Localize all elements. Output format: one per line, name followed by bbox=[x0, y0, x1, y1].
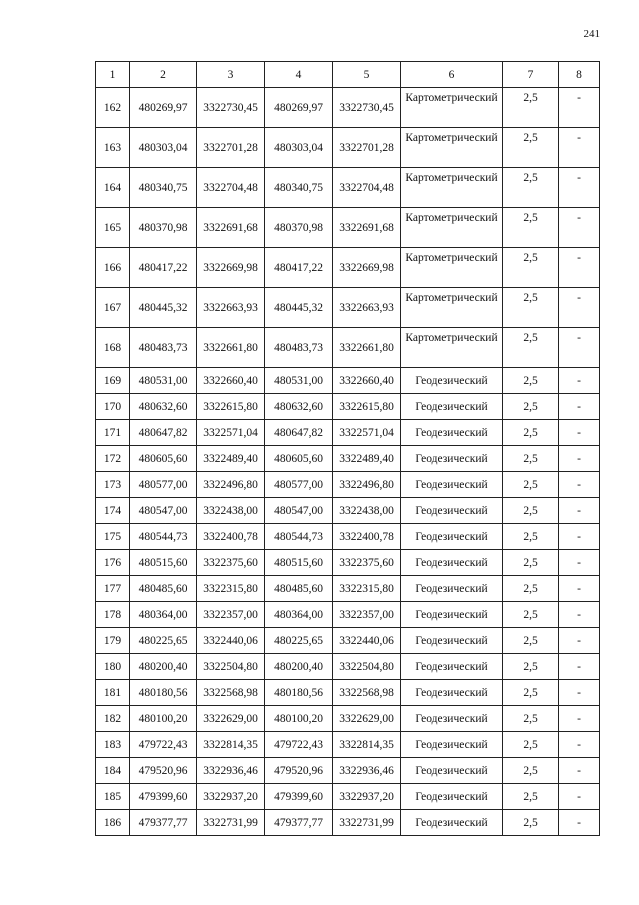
y-coordinate-new-cell: 3322731,99 bbox=[333, 810, 401, 836]
coordinates-table bbox=[95, 61, 600, 836]
point-number-cell: 186 bbox=[96, 810, 130, 836]
method-cell: Картометрический bbox=[401, 208, 503, 248]
x-coordinate-new-cell: 480417,22 bbox=[265, 248, 333, 288]
point-number-cell: 180 bbox=[96, 654, 130, 680]
note-cell: - bbox=[559, 328, 600, 368]
x-coordinate-new-cell: 480577,00 bbox=[265, 472, 333, 498]
y-coordinate-new-cell: 3322936,46 bbox=[333, 758, 401, 784]
accuracy-cell: 2,5 bbox=[503, 628, 559, 654]
point-number-cell: 163 bbox=[96, 128, 130, 168]
x-coordinate-new-cell: 480445,32 bbox=[265, 288, 333, 328]
table-row bbox=[96, 446, 600, 472]
table-row bbox=[96, 208, 600, 248]
y-coordinate-new-cell: 3322440,06 bbox=[333, 628, 401, 654]
x-coordinate-cell: 480605,60 bbox=[130, 446, 197, 472]
note-cell: - bbox=[559, 208, 600, 248]
x-coordinate-new-cell: 480531,00 bbox=[265, 368, 333, 394]
x-coordinate-new-cell: 480269,97 bbox=[265, 88, 333, 128]
table-row bbox=[96, 248, 600, 288]
point-number-cell: 170 bbox=[96, 394, 130, 420]
y-coordinate-cell: 3322438,00 bbox=[197, 498, 265, 524]
note-cell: - bbox=[559, 628, 600, 654]
x-coordinate-new-cell: 480544,73 bbox=[265, 524, 333, 550]
y-coordinate-new-cell: 3322375,60 bbox=[333, 550, 401, 576]
note-cell: - bbox=[559, 576, 600, 602]
method-cell: Геодезический bbox=[401, 758, 503, 784]
accuracy-cell: 2,5 bbox=[503, 368, 559, 394]
point-number-cell: 184 bbox=[96, 758, 130, 784]
x-coordinate-cell: 480269,97 bbox=[130, 88, 197, 128]
method-cell: Геодезический bbox=[401, 550, 503, 576]
y-coordinate-cell: 3322661,80 bbox=[197, 328, 265, 368]
y-coordinate-new-cell: 3322400,78 bbox=[333, 524, 401, 550]
y-coordinate-cell: 3322489,40 bbox=[197, 446, 265, 472]
method-cell: Геодезический bbox=[401, 524, 503, 550]
method-cell: Геодезический bbox=[401, 810, 503, 836]
x-coordinate-cell: 480445,32 bbox=[130, 288, 197, 328]
method-cell: Геодезический bbox=[401, 784, 503, 810]
x-coordinate-new-cell: 480225,65 bbox=[265, 628, 333, 654]
column-header: 5 bbox=[333, 62, 401, 88]
y-coordinate-new-cell: 3322615,80 bbox=[333, 394, 401, 420]
column-header: 6 bbox=[401, 62, 503, 88]
x-coordinate-cell: 480544,73 bbox=[130, 524, 197, 550]
x-coordinate-new-cell: 480100,20 bbox=[265, 706, 333, 732]
accuracy-cell: 2,5 bbox=[503, 680, 559, 706]
x-coordinate-cell: 480100,20 bbox=[130, 706, 197, 732]
accuracy-cell: 2,5 bbox=[503, 446, 559, 472]
table-row bbox=[96, 758, 600, 784]
y-coordinate-cell: 3322315,80 bbox=[197, 576, 265, 602]
note-cell: - bbox=[559, 654, 600, 680]
accuracy-cell: 2,5 bbox=[503, 810, 559, 836]
x-coordinate-new-cell: 480632,60 bbox=[265, 394, 333, 420]
column-header: 4 bbox=[265, 62, 333, 88]
accuracy-cell: 2,5 bbox=[503, 248, 559, 288]
x-coordinate-new-cell: 480370,98 bbox=[265, 208, 333, 248]
x-coordinate-new-cell: 480647,82 bbox=[265, 420, 333, 446]
y-coordinate-new-cell: 3322660,40 bbox=[333, 368, 401, 394]
accuracy-cell: 2,5 bbox=[503, 328, 559, 368]
y-coordinate-new-cell: 3322937,20 bbox=[333, 784, 401, 810]
x-coordinate-cell: 480225,65 bbox=[130, 628, 197, 654]
x-coordinate-cell: 480483,73 bbox=[130, 328, 197, 368]
accuracy-cell: 2,5 bbox=[503, 524, 559, 550]
y-coordinate-cell: 3322663,93 bbox=[197, 288, 265, 328]
y-coordinate-cell: 3322936,46 bbox=[197, 758, 265, 784]
x-coordinate-new-cell: 480200,40 bbox=[265, 654, 333, 680]
x-coordinate-cell: 479377,77 bbox=[130, 810, 197, 836]
column-header: 3 bbox=[197, 62, 265, 88]
y-coordinate-cell: 3322730,45 bbox=[197, 88, 265, 128]
point-number-cell: 165 bbox=[96, 208, 130, 248]
x-coordinate-new-cell: 480515,60 bbox=[265, 550, 333, 576]
accuracy-cell: 2,5 bbox=[503, 88, 559, 128]
y-coordinate-new-cell: 3322315,80 bbox=[333, 576, 401, 602]
x-coordinate-cell: 480340,75 bbox=[130, 168, 197, 208]
point-number-cell: 178 bbox=[96, 602, 130, 628]
note-cell: - bbox=[559, 128, 600, 168]
x-coordinate-cell: 480531,00 bbox=[130, 368, 197, 394]
x-coordinate-cell: 480515,60 bbox=[130, 550, 197, 576]
note-cell: - bbox=[559, 394, 600, 420]
method-cell: Картометрический bbox=[401, 128, 503, 168]
y-coordinate-new-cell: 3322814,35 bbox=[333, 732, 401, 758]
note-cell: - bbox=[559, 88, 600, 128]
y-coordinate-cell: 3322704,48 bbox=[197, 168, 265, 208]
method-cell: Геодезический bbox=[401, 394, 503, 420]
method-cell: Геодезический bbox=[401, 576, 503, 602]
table-body bbox=[96, 88, 600, 836]
table-row bbox=[96, 288, 600, 328]
x-coordinate-new-cell: 479399,60 bbox=[265, 784, 333, 810]
point-number-cell: 174 bbox=[96, 498, 130, 524]
x-coordinate-cell: 480180,56 bbox=[130, 680, 197, 706]
y-coordinate-new-cell: 3322669,98 bbox=[333, 248, 401, 288]
note-cell: - bbox=[559, 288, 600, 328]
accuracy-cell: 2,5 bbox=[503, 288, 559, 328]
accuracy-cell: 2,5 bbox=[503, 654, 559, 680]
table-row bbox=[96, 472, 600, 498]
accuracy-cell: 2,5 bbox=[503, 706, 559, 732]
y-coordinate-cell: 3322937,20 bbox=[197, 784, 265, 810]
column-header: 8 bbox=[559, 62, 600, 88]
table-row bbox=[96, 88, 600, 128]
point-number-cell: 166 bbox=[96, 248, 130, 288]
point-number-cell: 168 bbox=[96, 328, 130, 368]
table-row bbox=[96, 550, 600, 576]
y-coordinate-cell: 3322571,04 bbox=[197, 420, 265, 446]
method-cell: Геодезический bbox=[401, 420, 503, 446]
y-coordinate-cell: 3322375,60 bbox=[197, 550, 265, 576]
method-cell: Картометрический bbox=[401, 248, 503, 288]
y-coordinate-cell: 3322814,35 bbox=[197, 732, 265, 758]
x-coordinate-cell: 480200,40 bbox=[130, 654, 197, 680]
x-coordinate-new-cell: 480340,75 bbox=[265, 168, 333, 208]
y-coordinate-new-cell: 3322629,00 bbox=[333, 706, 401, 732]
table-row bbox=[96, 706, 600, 732]
y-coordinate-new-cell: 3322568,98 bbox=[333, 680, 401, 706]
x-coordinate-cell: 480632,60 bbox=[130, 394, 197, 420]
accuracy-cell: 2,5 bbox=[503, 208, 559, 248]
y-coordinate-cell: 3322629,00 bbox=[197, 706, 265, 732]
note-cell: - bbox=[559, 784, 600, 810]
accuracy-cell: 2,5 bbox=[503, 758, 559, 784]
note-cell: - bbox=[559, 706, 600, 732]
point-number-cell: 167 bbox=[96, 288, 130, 328]
x-coordinate-new-cell: 480180,56 bbox=[265, 680, 333, 706]
column-header: 1 bbox=[96, 62, 130, 88]
method-cell: Картометрический bbox=[401, 288, 503, 328]
accuracy-cell: 2,5 bbox=[503, 128, 559, 168]
x-coordinate-new-cell: 480483,73 bbox=[265, 328, 333, 368]
y-coordinate-cell: 3322669,98 bbox=[197, 248, 265, 288]
note-cell: - bbox=[559, 368, 600, 394]
accuracy-cell: 2,5 bbox=[503, 472, 559, 498]
method-cell: Картометрический bbox=[401, 328, 503, 368]
method-cell: Геодезический bbox=[401, 732, 503, 758]
column-header: 7 bbox=[503, 62, 559, 88]
point-number-cell: 183 bbox=[96, 732, 130, 758]
method-cell: Геодезический bbox=[401, 446, 503, 472]
table-row bbox=[96, 498, 600, 524]
method-cell: Геодезический bbox=[401, 602, 503, 628]
x-coordinate-cell: 480417,22 bbox=[130, 248, 197, 288]
x-coordinate-new-cell: 480485,60 bbox=[265, 576, 333, 602]
y-coordinate-cell: 3322496,80 bbox=[197, 472, 265, 498]
note-cell: - bbox=[559, 680, 600, 706]
y-coordinate-new-cell: 3322701,28 bbox=[333, 128, 401, 168]
table-row bbox=[96, 576, 600, 602]
y-coordinate-new-cell: 3322571,04 bbox=[333, 420, 401, 446]
column-header: 2 bbox=[130, 62, 197, 88]
table-row bbox=[96, 810, 600, 836]
point-number-cell: 173 bbox=[96, 472, 130, 498]
accuracy-cell: 2,5 bbox=[503, 576, 559, 602]
x-coordinate-new-cell: 479377,77 bbox=[265, 810, 333, 836]
y-coordinate-cell: 3322701,28 bbox=[197, 128, 265, 168]
y-coordinate-cell: 3322731,99 bbox=[197, 810, 265, 836]
note-cell: - bbox=[559, 248, 600, 288]
method-cell: Картометрический bbox=[401, 88, 503, 128]
x-coordinate-new-cell: 479722,43 bbox=[265, 732, 333, 758]
table-row bbox=[96, 368, 600, 394]
table-row bbox=[96, 628, 600, 654]
table-row bbox=[96, 524, 600, 550]
accuracy-cell: 2,5 bbox=[503, 420, 559, 446]
y-coordinate-new-cell: 3322357,00 bbox=[333, 602, 401, 628]
note-cell: - bbox=[559, 472, 600, 498]
x-coordinate-cell: 480364,00 bbox=[130, 602, 197, 628]
y-coordinate-cell: 3322440,06 bbox=[197, 628, 265, 654]
x-coordinate-cell: 479722,43 bbox=[130, 732, 197, 758]
method-cell: Геодезический bbox=[401, 472, 503, 498]
point-number-cell: 164 bbox=[96, 168, 130, 208]
point-number-cell: 162 bbox=[96, 88, 130, 128]
table-row bbox=[96, 328, 600, 368]
x-coordinate-cell: 480577,00 bbox=[130, 472, 197, 498]
note-cell: - bbox=[559, 498, 600, 524]
point-number-cell: 181 bbox=[96, 680, 130, 706]
note-cell: - bbox=[559, 420, 600, 446]
table-row bbox=[96, 784, 600, 810]
point-number-cell: 175 bbox=[96, 524, 130, 550]
table-row bbox=[96, 420, 600, 446]
x-coordinate-cell: 479399,60 bbox=[130, 784, 197, 810]
table-row bbox=[96, 602, 600, 628]
y-coordinate-cell: 3322660,40 bbox=[197, 368, 265, 394]
x-coordinate-cell: 480647,82 bbox=[130, 420, 197, 446]
y-coordinate-new-cell: 3322691,68 bbox=[333, 208, 401, 248]
y-coordinate-cell: 3322504,80 bbox=[197, 654, 265, 680]
x-coordinate-cell: 480370,98 bbox=[130, 208, 197, 248]
note-cell: - bbox=[559, 168, 600, 208]
point-number-cell: 177 bbox=[96, 576, 130, 602]
y-coordinate-new-cell: 3322496,80 bbox=[333, 472, 401, 498]
accuracy-cell: 2,5 bbox=[503, 732, 559, 758]
x-coordinate-cell: 479520,96 bbox=[130, 758, 197, 784]
y-coordinate-cell: 3322691,68 bbox=[197, 208, 265, 248]
x-coordinate-new-cell: 480364,00 bbox=[265, 602, 333, 628]
note-cell: - bbox=[559, 732, 600, 758]
note-cell: - bbox=[559, 758, 600, 784]
accuracy-cell: 2,5 bbox=[503, 602, 559, 628]
x-coordinate-cell: 480547,00 bbox=[130, 498, 197, 524]
note-cell: - bbox=[559, 810, 600, 836]
method-cell: Геодезический bbox=[401, 680, 503, 706]
accuracy-cell: 2,5 bbox=[503, 394, 559, 420]
point-number-cell: 179 bbox=[96, 628, 130, 654]
note-cell: - bbox=[559, 446, 600, 472]
note-cell: - bbox=[559, 524, 600, 550]
x-coordinate-cell: 480303,04 bbox=[130, 128, 197, 168]
point-number-cell: 176 bbox=[96, 550, 130, 576]
note-cell: - bbox=[559, 602, 600, 628]
method-cell: Геодезический bbox=[401, 368, 503, 394]
point-number-cell: 185 bbox=[96, 784, 130, 810]
y-coordinate-new-cell: 3322489,40 bbox=[333, 446, 401, 472]
point-number-cell: 169 bbox=[96, 368, 130, 394]
note-cell: - bbox=[559, 550, 600, 576]
table-row bbox=[96, 732, 600, 758]
method-cell: Геодезический bbox=[401, 706, 503, 732]
y-coordinate-new-cell: 3322663,93 bbox=[333, 288, 401, 328]
x-coordinate-cell: 480485,60 bbox=[130, 576, 197, 602]
page-number: 241 bbox=[583, 28, 600, 40]
accuracy-cell: 2,5 bbox=[503, 550, 559, 576]
x-coordinate-new-cell: 480303,04 bbox=[265, 128, 333, 168]
table-header-row bbox=[96, 62, 600, 88]
point-number-cell: 182 bbox=[96, 706, 130, 732]
point-number-cell: 171 bbox=[96, 420, 130, 446]
table-row bbox=[96, 680, 600, 706]
x-coordinate-new-cell: 480605,60 bbox=[265, 446, 333, 472]
table-row bbox=[96, 654, 600, 680]
method-cell: Геодезический bbox=[401, 654, 503, 680]
y-coordinate-new-cell: 3322730,45 bbox=[333, 88, 401, 128]
method-cell: Картометрический bbox=[401, 168, 503, 208]
table-row bbox=[96, 128, 600, 168]
point-number-cell: 172 bbox=[96, 446, 130, 472]
x-coordinate-new-cell: 480547,00 bbox=[265, 498, 333, 524]
y-coordinate-new-cell: 3322504,80 bbox=[333, 654, 401, 680]
y-coordinate-new-cell: 3322438,00 bbox=[333, 498, 401, 524]
y-coordinate-cell: 3322615,80 bbox=[197, 394, 265, 420]
accuracy-cell: 2,5 bbox=[503, 498, 559, 524]
y-coordinate-new-cell: 3322704,48 bbox=[333, 168, 401, 208]
y-coordinate-new-cell: 3322661,80 bbox=[333, 328, 401, 368]
y-coordinate-cell: 3322400,78 bbox=[197, 524, 265, 550]
accuracy-cell: 2,5 bbox=[503, 168, 559, 208]
x-coordinate-new-cell: 479520,96 bbox=[265, 758, 333, 784]
method-cell: Геодезический bbox=[401, 498, 503, 524]
method-cell: Геодезический bbox=[401, 628, 503, 654]
table-row bbox=[96, 168, 600, 208]
table-row bbox=[96, 394, 600, 420]
accuracy-cell: 2,5 bbox=[503, 784, 559, 810]
y-coordinate-cell: 3322568,98 bbox=[197, 680, 265, 706]
y-coordinate-cell: 3322357,00 bbox=[197, 602, 265, 628]
